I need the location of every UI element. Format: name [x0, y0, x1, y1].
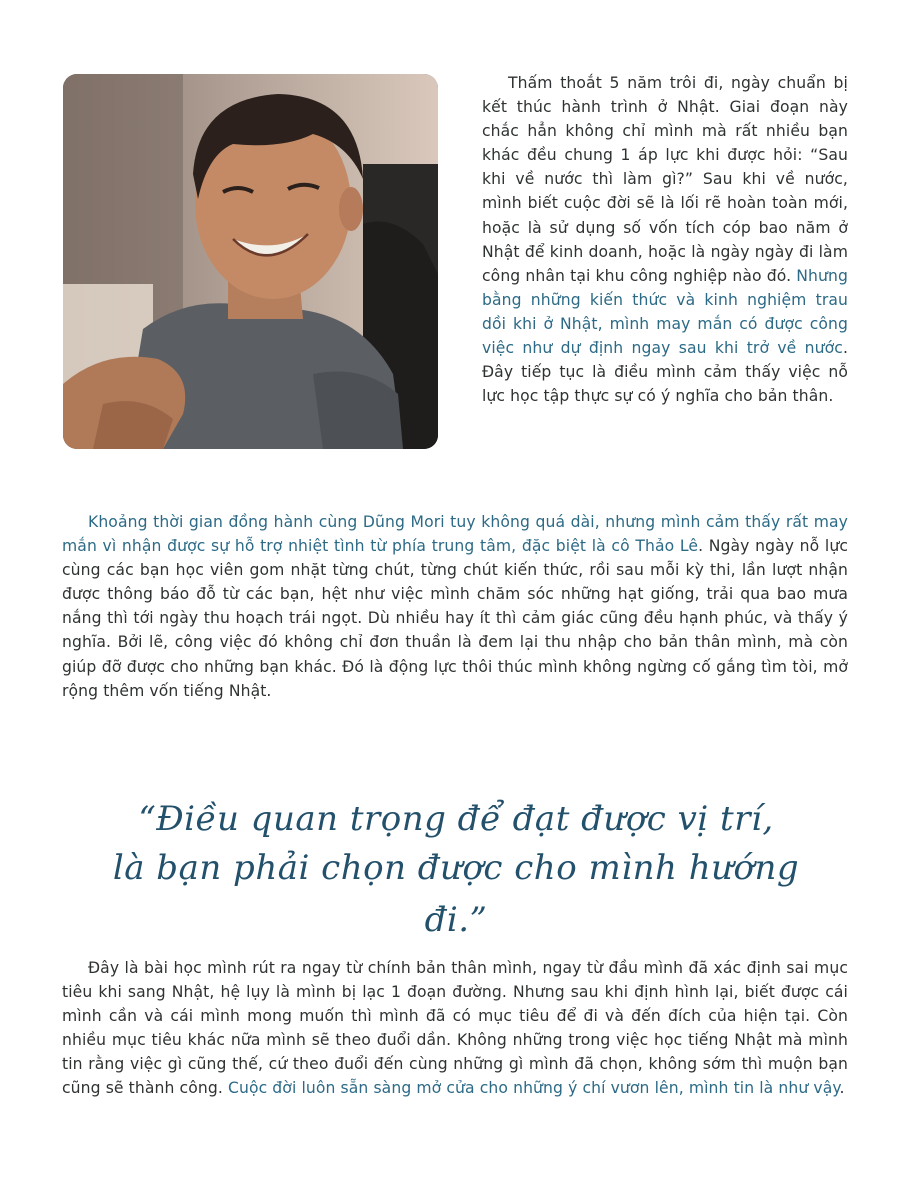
lesson-highlight: Cuộc đời luôn sẵn sàng mở cửa cho những ý chí vươn lên, mình tin là như vậy: [227, 1079, 840, 1098]
intro-highlight: Nhưng bằng những kiến thức và kinh nghiệm trau dồi khi ở Nhật, mình may mắn có được công việc như dự định ngay sau khi trở về nước: [482, 266, 848, 358]
quote-line-2: là bạn phải chọn được cho mình hướng đi.”: [112, 848, 800, 940]
quote-line-1: “Điều quan trọng để đạt được vị trí,: [138, 799, 774, 839]
lesson-tail: .: [839, 1079, 845, 1098]
journey-text: . Ngày ngày nỗ lực cùng các bạn học viên gom nhặt từng chút, từng chút kiến thức, rồi sau mỗi kỳ thi, lần lượt nhận được thông báo đỗ từ các bạn, hệt như việc mình chăm sóc những hạt giống, trải qua bao mưa nắng thì tới ngày thu hoạch trái ngọt. Dù nhiều hay ít thì cảm giác cũng đều hạnh phúc, và thấy ý nghĩa. Bởi lẽ, công việc đó không chỉ đơn thuần là đem lại thu nhập cho bản thân mình, mà còn giúp đỡ được cho những bạn khác. Đó là động lực thôi thúc mình không ngừng cố gắng tìm tòi, mở rộng thêm vốn tiếng Nhật.: [62, 537, 848, 700]
journey-highlight: Khoảng thời gian đồng hành cùng Dũng Mori tuy không quá dài, nhưng mình cảm thấy rất may mắn vì nhận được sự hỗ trợ nhiệt tình từ phía trung tâm, đặc biệt là cô Thảo Lê: [62, 513, 848, 556]
lesson-paragraph: [62, 956, 848, 1101]
portrait-photo: [63, 74, 438, 449]
intro-paragraph: [482, 71, 848, 408]
portrait-illustration: [63, 74, 438, 449]
intro-tail: . Đây tiếp tục là điều mình cảm thấy việc nỗ lực học tập thực sự có ý nghĩa cho bản thân.: [482, 339, 848, 406]
lesson-text: Đây là bài học mình rút ra ngay từ chính bản thân mình, ngay từ đầu mình đã xác định sai mục tiêu khi sang Nhật, hệ lụy là mình bị lạc 1 đoạn đường. Nhưng sau khi định hình lại, biết được cái mình cần và cái mình mong muốn thì mình đã có mục tiêu để đi và đến đích của hiện tại. Còn nhiều mục tiêu khác nữa mình sẽ theo đuổi dần. Không những trong việc học tiếng Nhật mà mình tin rằng việc gì cũng thế, cứ theo đuổi đến cùng những gì mình đã chọn, không sớm thì muộn bạn cũng sẽ thành công.: [62, 959, 848, 1098]
journey-paragraph: [62, 510, 848, 703]
intro-text: Thấm thoắt 5 năm trôi đi, ngày chuẩn bị kết thúc hành trình ở Nhật. Giai đoạn này chắc hẳn không chỉ mình mà rất nhiều bạn khác đều chung 1 áp lực khi được hỏi: “Sau khi về nước thì làm gì?” Sau khi về nước, mình biết cuộc đời sẽ là lối rẽ hoàn toàn mới, hoặc là sử dụng số vốn tích cóp bao năm ở Nhật để kinh doanh, hoặc là ngày ngày đi làm công nhân tại khu công nghiệp nào đó.: [482, 74, 848, 285]
